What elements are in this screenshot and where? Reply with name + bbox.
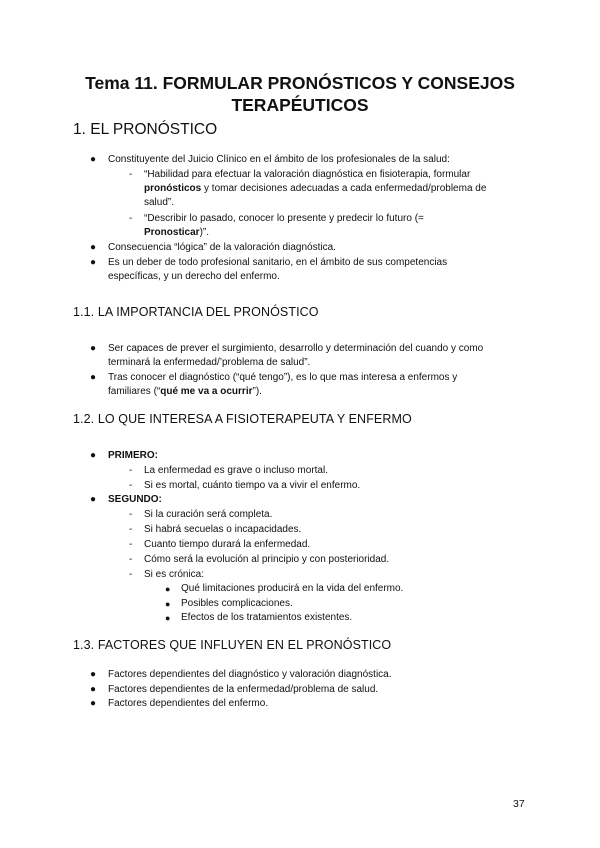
- quote-habilidad-line-2-rest: y tomar decisiones adecuadas a cada enfermedad/problema de: [201, 183, 487, 194]
- bullet-icon: ●: [90, 257, 97, 268]
- list-item-cronica: Efectos de los tratamientos existentes.: [181, 612, 353, 623]
- bullet-icon: ●: [165, 613, 171, 623]
- list-item-primero: Si es mortal, cuánto tiempo va a vivir el enfermo.: [144, 480, 361, 491]
- list-item-consecuencia: Consecuencia “lógica” de la valoración diagnóstica.: [108, 242, 336, 253]
- bullet-icon: ●: [90, 494, 97, 505]
- quote-describir-line-2: [144, 226, 209, 240]
- label-primero: PRIMERO:: [108, 450, 158, 461]
- list-item-prever-line-1: Ser capaces de prever el surgimiento, desarrollo y determinación del cuando y como: [108, 343, 484, 354]
- quote-describir-line-1: “Describir lo pasado, conocer lo presente y predecir lo futuro (=: [144, 213, 424, 224]
- dash-icon: -: [129, 524, 133, 535]
- section-heading-lo-que-interesa: 1.2. LO QUE INTERESA A FISIOTERAPEUTA Y ENFERMO: [73, 412, 412, 426]
- familiares-post: ”).: [252, 386, 262, 397]
- list-item-primero: La enfermedad es grave o incluso mortal.: [144, 465, 328, 476]
- list-item-deber-line-2: específicas, y un derecho del enfermo.: [108, 271, 280, 282]
- dash-icon: -: [129, 465, 133, 476]
- bullet-icon: ●: [165, 599, 171, 609]
- bullet-icon: ●: [90, 669, 97, 680]
- dash-icon: -: [129, 509, 133, 520]
- list-item-factor: Factores dependientes del diagnóstico y valoración diagnóstica.: [108, 669, 392, 680]
- list-item-cronica: Qué limitaciones producirá en la vida del enfermo.: [181, 583, 404, 594]
- page-title-line-2: TERAPÉUTICOS: [231, 95, 369, 115]
- bullet-icon: ●: [165, 584, 171, 594]
- dash-icon: -: [129, 539, 133, 550]
- bullet-icon: ●: [90, 242, 97, 253]
- list-item-prever-line-2: terminará la enfermedad/’problema de salud”.: [108, 357, 311, 368]
- list-item-factor: Factores dependientes del enfermo.: [108, 698, 269, 709]
- bold-pronosticar: Pronosticar: [144, 227, 200, 238]
- list-item-segundo: Cuanto tiempo durará la enfermedad.: [144, 539, 311, 550]
- list-item-tras-conocer-line-2: [108, 385, 262, 399]
- dash-icon: -: [129, 213, 133, 224]
- list-item-juicio-clinico: Constituyente del Juicio Clínico en el ámbito de los profesionales de la salud:: [108, 154, 450, 165]
- page-title-line-1: Tema 11. FORMULAR PRONÓSTICOS Y CONSEJOS: [85, 73, 515, 93]
- list-item-segundo: Si la curación será completa.: [144, 509, 273, 520]
- list-item-segundo: Cómo será la evolución al principio y con posterioridad.: [144, 554, 390, 565]
- quote-habilidad-line-2: [144, 182, 486, 196]
- section-heading-factores: 1.3. FACTORES QUE INFLUYEN EN EL PRONÓSTICO: [73, 638, 392, 652]
- section-heading-el-pronostico: 1. EL PRONÓSTICO: [73, 121, 218, 138]
- familiares-pre: familiares (“: [108, 386, 161, 397]
- list-item-segundo: Si es crónica:: [144, 569, 205, 580]
- dash-icon: -: [129, 169, 133, 180]
- page-title: [60, 72, 540, 116]
- list-item-deber-line-1: Es un deber de todo profesional sanitario, en el ámbito de sus competencias: [108, 257, 448, 268]
- list-item-cronica: Posibles complicaciones.: [181, 598, 293, 609]
- page-number: 37: [513, 798, 525, 810]
- bold-que-me-va-a-ocurrir: qué me va a ocurrir: [160, 386, 253, 397]
- list-item-factor: Factores dependientes de la enfermedad/problema de salud.: [108, 684, 379, 695]
- bullet-icon: ●: [90, 343, 97, 354]
- bullet-icon: ●: [90, 684, 97, 695]
- list-item-tras-conocer-line-1: Tras conocer el diagnóstico (“qué tengo”), es lo que mas interesa a enfermos y: [108, 372, 458, 383]
- label-segundo: SEGUNDO:: [108, 494, 162, 505]
- dash-icon: -: [129, 480, 133, 491]
- bullet-icon: ●: [90, 450, 97, 461]
- quote-habilidad-line-3: salud”.: [144, 197, 175, 208]
- bullet-icon: ●: [90, 154, 97, 165]
- quote-describir-line-2-rest: )”.: [199, 227, 210, 238]
- dash-icon: -: [129, 554, 133, 565]
- section-heading-importancia: 1.1. LA IMPORTANCIA DEL PRONÓSTICO: [73, 305, 319, 319]
- dash-icon: -: [129, 569, 133, 580]
- bold-pronosticos: pronósticos: [144, 183, 202, 194]
- quote-habilidad-line-1: “Habilidad para efectuar la valoración diagnóstica en fisioterapia, formular: [144, 169, 471, 180]
- list-item-segundo: Si habrá secuelas o incapacidades.: [144, 524, 302, 535]
- bullet-icon: ●: [90, 698, 97, 709]
- bullet-icon: ●: [90, 372, 97, 383]
